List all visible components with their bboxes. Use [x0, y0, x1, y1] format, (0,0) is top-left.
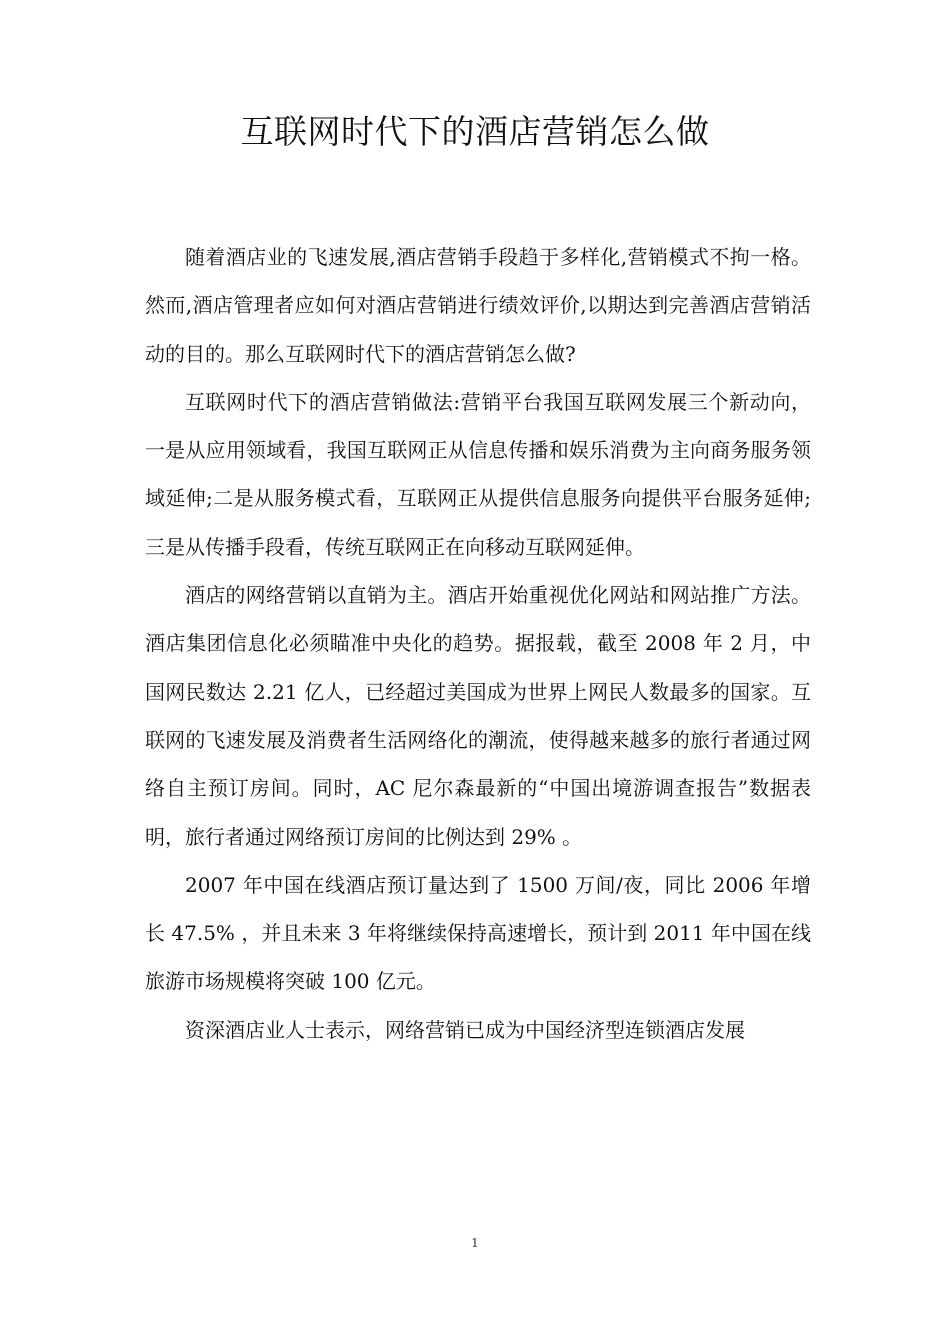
paragraph: 随着酒店业的飞速发展,酒店营销手段趋于多样化,营销模式不拘一格。然而,酒店管理者应如何对酒店营销进行绩效评价,以期达到完善酒店营销活动的目的。那么互联网时代下的酒店营销怎么做? — [145, 245, 811, 366]
document-title: 互联网时代下的酒店营销怎么做 — [240, 112, 710, 151]
paragraph: 资深酒店业人士表示，网络营销已成为中国经济型连锁酒店发展 — [185, 1017, 745, 1042]
paragraph: 互联网时代下的酒店营销做法:营销平台我国互联网发展三个新动向，一是从应用领域看，我国互联网正从信息传播和娱乐消费为主向商务服务领域延伸;二是从服务模式看，互联网正从提供信息服务向提供平台服务延伸;三是从传播手段看，传统互联网正在向移动互联网延伸。 — [145, 389, 811, 559]
page-number: 1 — [471, 1236, 479, 1250]
paragraph: 酒店的网络营销以直销为主。酒店开始重视优化网站和网站推广方法。酒店集团信息化必须瞄准中央化的趋势。据报载，截至 2008 年 2 月，中国网民数达 2.21 亿人，已经超过美国成为世界上网民人数最多的国家。互联网的飞速发展及消费者生活网络化的潮流，使得越来越多的旅行者通过网络自主预订房间。同时，AC 尼尔森最新的“中国出境游调查报告”数据表明，旅行者通过网络预订房间的比例达到 29% 。 — [145, 583, 811, 849]
document-body — [145, 233, 811, 1054]
paragraph: 2007 年中国在线酒店预订量达到了 1500 万间/夜，同比 2006 年增长 47.5% ，并且未来 3 年将继续保持高速增长，预计到 2011 年中国在线旅游市场规模将突破 100 亿元。 — [145, 872, 811, 994]
